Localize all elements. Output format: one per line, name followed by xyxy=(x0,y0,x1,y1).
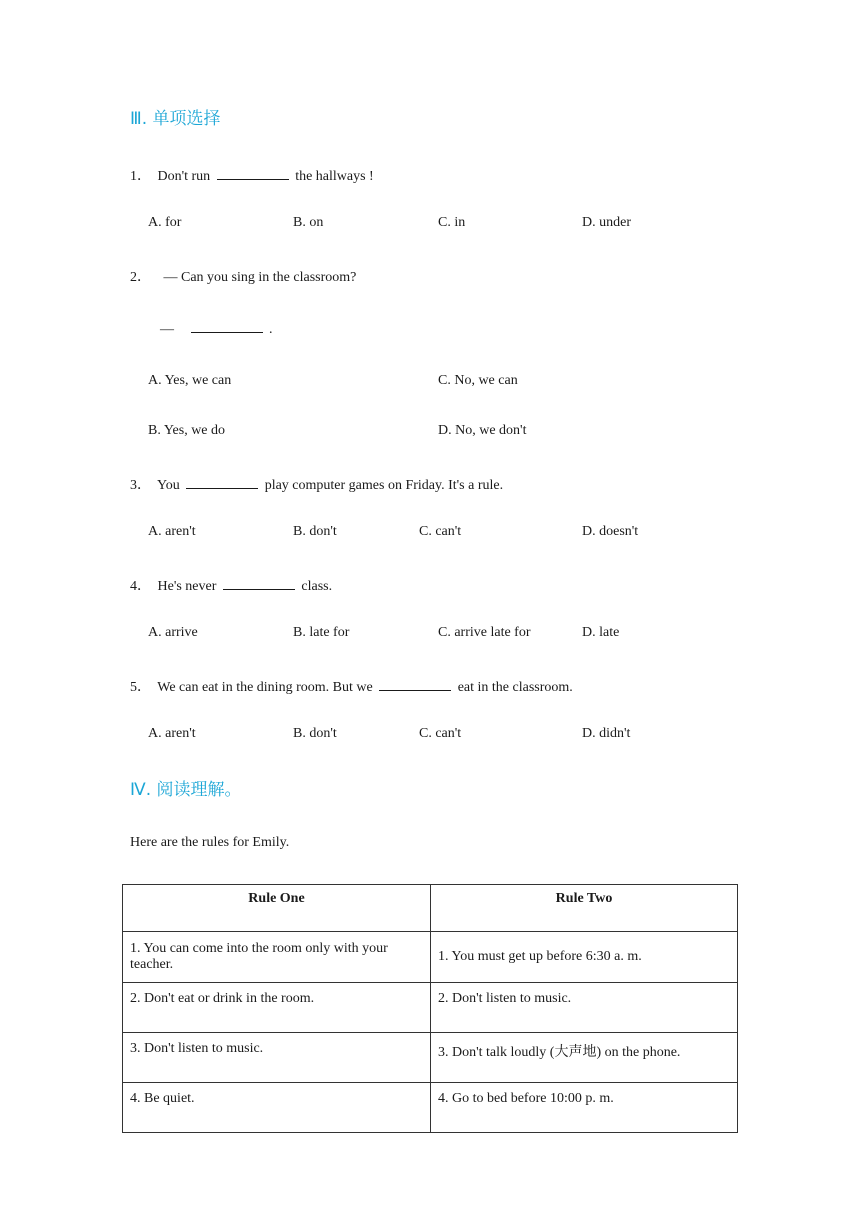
option-c: C. arrive late for xyxy=(438,625,531,640)
question-text: We can eat in the dining room. But we xyxy=(157,680,373,695)
question-text: You xyxy=(156,478,180,493)
table-cell: 4. Go to bed before 10:00 p. m. xyxy=(431,1083,738,1133)
table-cell: 3. Don't listen to music. xyxy=(123,1033,431,1083)
answer-blank xyxy=(217,167,289,180)
table-row xyxy=(123,1083,738,1133)
option-d: D. late xyxy=(582,625,620,640)
question-5 xyxy=(130,676,573,696)
answer-blank xyxy=(223,577,295,590)
answer-blank xyxy=(191,320,263,333)
option-b: B. late for xyxy=(293,625,350,640)
option-c: C. in xyxy=(438,215,466,230)
option-c: C. can't xyxy=(419,524,462,539)
question-number: 2． xyxy=(130,270,151,285)
option-a: A. aren't xyxy=(148,726,196,741)
option-b: B. don't xyxy=(293,524,337,539)
option-d: D. doesn't xyxy=(582,524,639,539)
option-a: A. Yes, we can xyxy=(148,373,232,388)
question-1 xyxy=(130,165,374,185)
question-text: Don't run xyxy=(157,169,211,184)
column-header-rule-two: Rule Two xyxy=(431,885,738,932)
section-4-title: Ⅳ. 阅读理解。 xyxy=(130,780,242,800)
option-d: D. didn't xyxy=(582,726,631,741)
question-text: eat in the classroom. xyxy=(457,680,573,695)
question-text: play computer games on Friday. It's a rule. xyxy=(264,478,504,493)
option-b: B. on xyxy=(293,215,324,230)
table-cell: 1. You can come into the room only with your teacher. xyxy=(123,932,431,983)
rules-table xyxy=(122,884,738,1133)
table-row xyxy=(123,983,738,1033)
option-a: A. aren't xyxy=(148,524,196,539)
question-number: 1． xyxy=(130,169,151,184)
question-text: class. xyxy=(301,579,333,594)
table-cell: 1. You must get up before 6:30 a. m. xyxy=(431,932,738,983)
option-a: A. arrive xyxy=(148,625,198,640)
question-text: He's never xyxy=(157,579,217,594)
answer-blank xyxy=(186,476,258,489)
column-header-rule-one: Rule One xyxy=(123,885,431,932)
question-number: 3． xyxy=(130,478,151,493)
table-cell: 2. Don't eat or drink in the room. xyxy=(123,983,431,1033)
option-c: C. can't xyxy=(419,726,462,741)
table-cell: 4. Be quiet. xyxy=(123,1083,431,1133)
question-number: 5． xyxy=(130,680,151,695)
reply-dash: — xyxy=(160,322,174,337)
option-b: B. Yes, we do xyxy=(148,423,226,438)
answer-blank xyxy=(379,678,451,691)
table-header-row xyxy=(123,885,738,932)
table-cell: 3. Don't talk loudly (大声地) on the phone. xyxy=(431,1033,738,1083)
question-text: — Can you sing in the classroom? xyxy=(163,270,357,285)
table-row xyxy=(123,932,738,983)
reading-intro: Here are the rules for Emily. xyxy=(130,835,290,850)
option-a: A. for xyxy=(148,215,182,230)
option-b: B. don't xyxy=(293,726,337,741)
question-2 xyxy=(130,266,356,286)
option-d: D. No, we don't xyxy=(438,423,527,438)
option-c: C. No, we can xyxy=(438,373,518,388)
question-text: the hallways ! xyxy=(295,169,374,184)
table-cell: 2. Don't listen to music. xyxy=(431,983,738,1033)
section-3-title: Ⅲ. 单项选择 xyxy=(130,109,221,129)
question-2-reply xyxy=(160,320,273,338)
question-4 xyxy=(130,575,332,595)
question-number: 4． xyxy=(130,579,151,594)
question-3 xyxy=(130,474,503,494)
option-d: D. under xyxy=(582,215,631,230)
reply-end: . xyxy=(269,322,273,337)
table-row xyxy=(123,1033,738,1083)
